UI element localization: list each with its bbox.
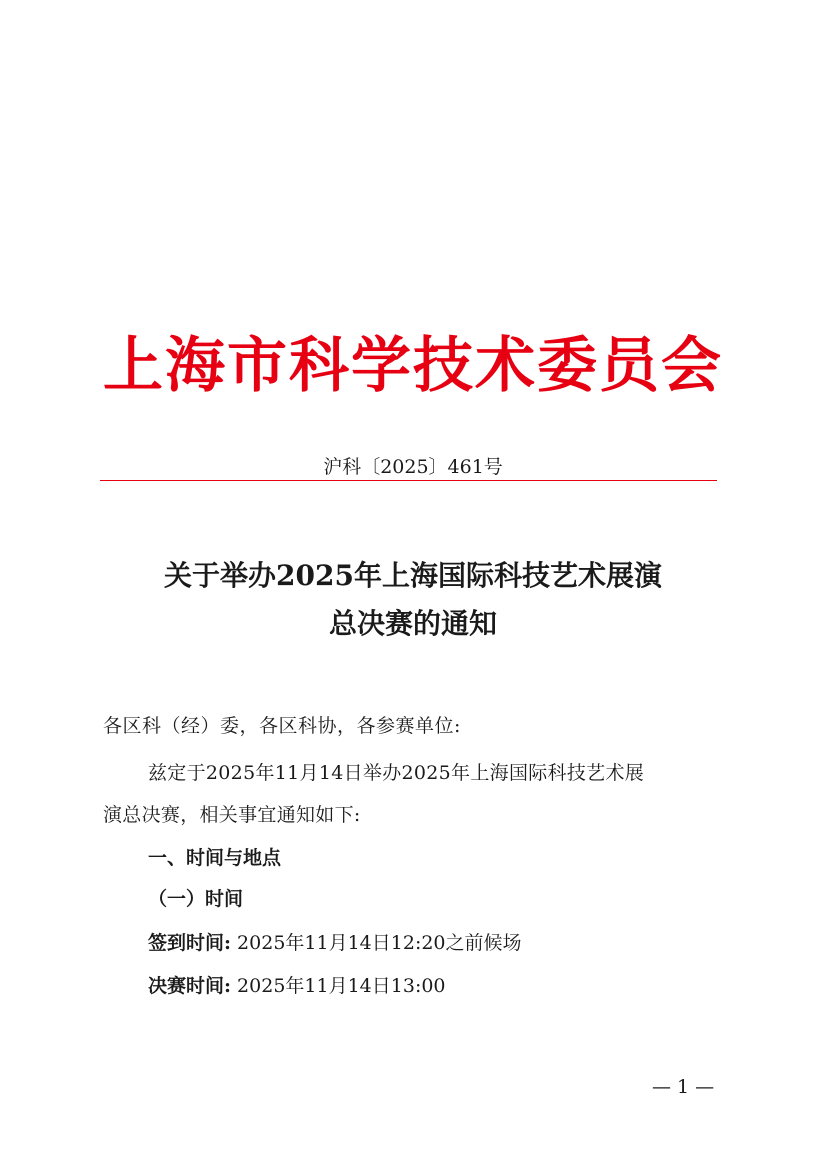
final-time-row (148, 973, 446, 999)
issuing-organization: 上海市科学技术委员会 (103, 331, 723, 401)
section-heading-time-place: 一、时间与地点 (148, 847, 282, 869)
subsection-heading-time: （一）时间 (148, 888, 244, 910)
page-number: — 1 — (652, 1076, 715, 1098)
document-title-line-2: 总决赛的通知 (328, 607, 497, 640)
salutation: 各区科（经）委，各区科协，各参赛单位: (103, 715, 461, 737)
intro-paragraph-line-2: 演总决赛，相关事宜通知如下: (103, 804, 361, 826)
intro-paragraph-line-1: 兹定于2025年11月14日举办2025年上海国际科技艺术展 (148, 762, 645, 784)
final-time-value: 2025年11月14日13:00 (231, 975, 446, 997)
checkin-time-label: 签到时间: (148, 932, 232, 954)
checkin-time-value: 2025年11月14日12:20之前候场 (231, 932, 522, 954)
document-title (0, 552, 826, 648)
checkin-time-row (148, 930, 522, 956)
document-number: 沪科〔2025〕461号 (323, 456, 503, 478)
document-title-line-1: 关于举办2025年上海国际科技艺术展演 (164, 559, 662, 592)
final-time-label: 决赛时间: (148, 975, 232, 997)
red-divider-line (100, 480, 717, 481)
